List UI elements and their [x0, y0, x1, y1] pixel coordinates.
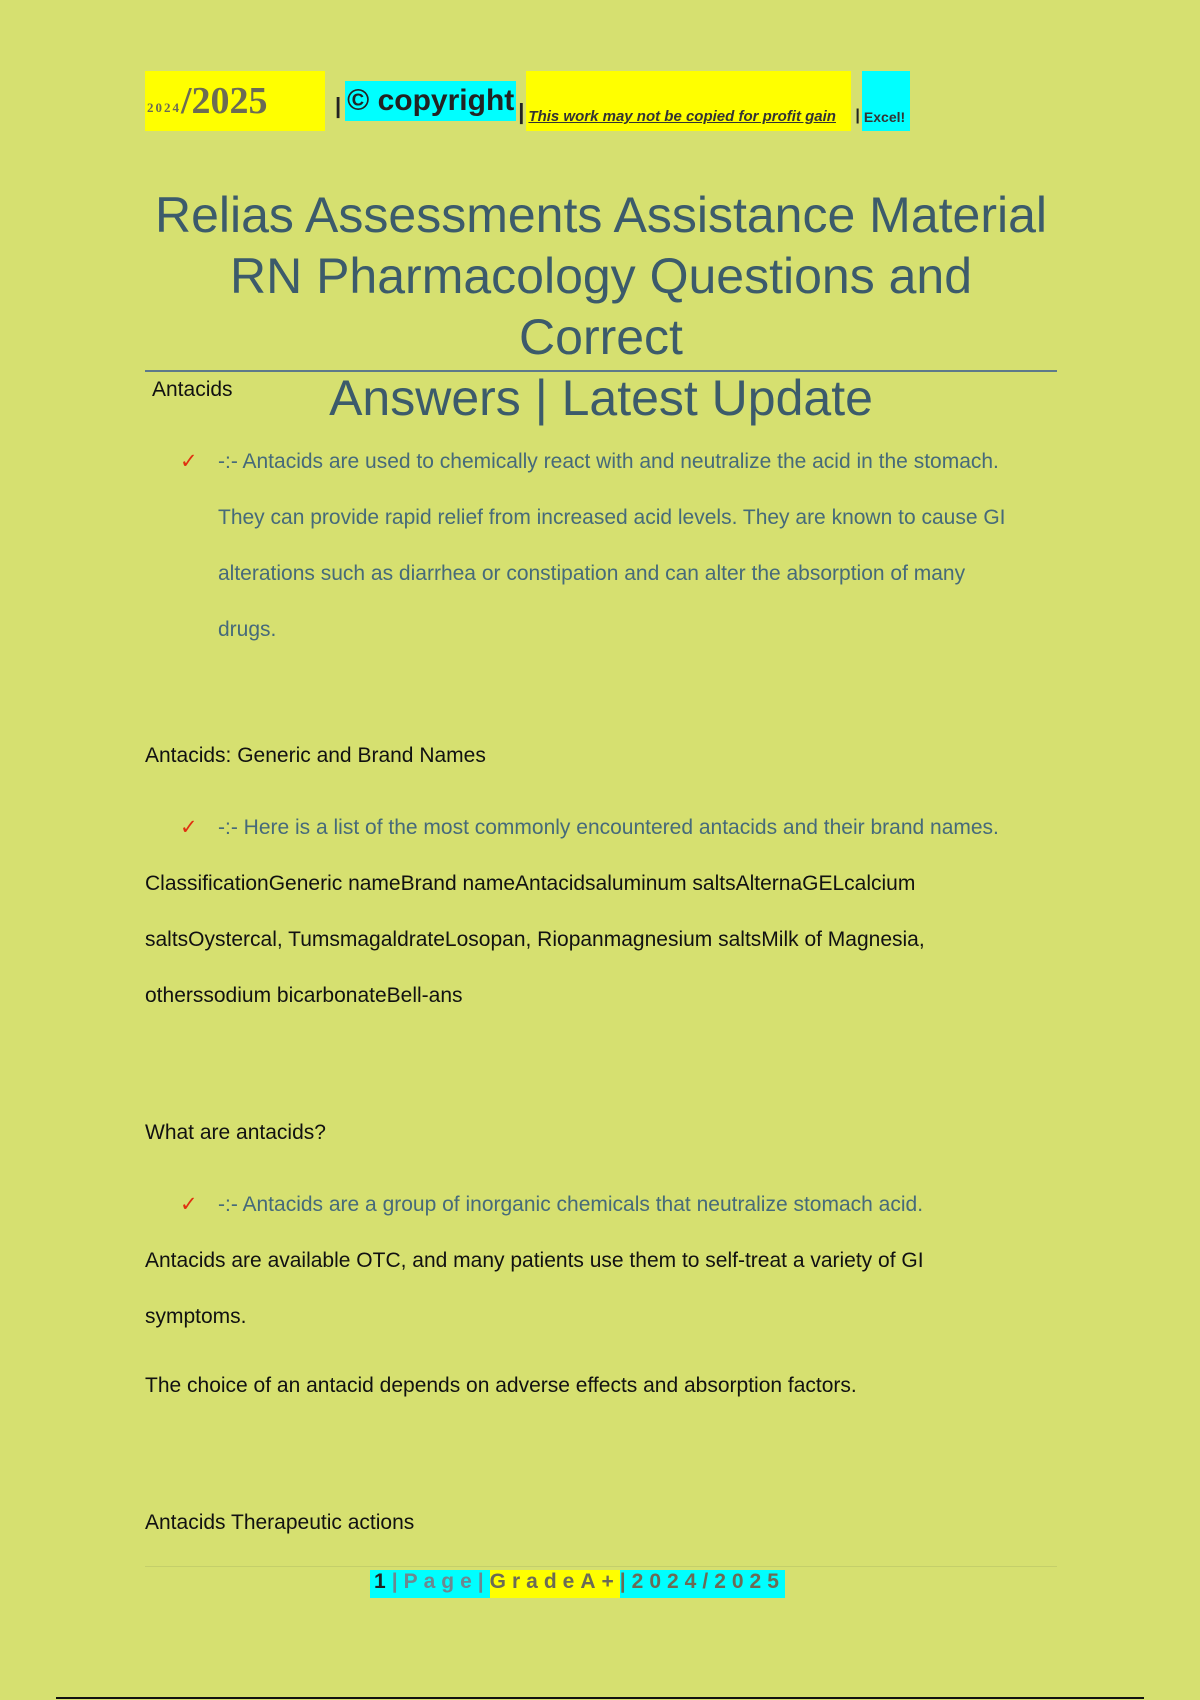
separator: | — [855, 107, 860, 124]
page-number: 1 — [370, 1570, 392, 1598]
checkmark-icon: ✓ — [180, 816, 198, 839]
title-line: Relias Assessments Assistance Material — [154, 187, 1048, 243]
separator: | — [335, 93, 342, 118]
bullet-text: They can provide rapid relief from increased acid levels. They are known to cause GI — [218, 506, 1006, 529]
section-heading: What are antacids? — [145, 1121, 326, 1144]
body-line: ClassificationGeneric nameBrand nameAntacidsaluminum saltsAlternaGELcalcium — [145, 872, 916, 895]
section-heading: Antacids: Generic and Brand Names — [145, 744, 486, 767]
bullet-text: -:- Antacids are used to chemically react with and neutralize the acid in the stomach. — [218, 450, 999, 473]
section-heading: Antacids — [152, 378, 233, 401]
checkmark-icon: ✓ — [180, 450, 198, 473]
document-header — [145, 71, 910, 131]
title-line: RN Pharmacology Questions and Correct — [229, 248, 973, 365]
footer-years: |2024/2025 — [620, 1570, 785, 1598]
body-paragraph: The choice of an antacid depends on adverse effects and absorption factors. — [145, 1374, 857, 1397]
copy-notice: This work may not be copied for profit gain — [526, 71, 851, 131]
separator: | — [518, 99, 525, 124]
checkmark-icon: ✓ — [180, 1193, 198, 1216]
body-line: saltsOystercal, TumsmagaldrateLosopan, Riopanmagnesium saltsMilk of Magnesia, — [145, 928, 925, 951]
body-line: symptoms. — [145, 1305, 247, 1328]
bullet-text: drugs. — [218, 618, 277, 641]
bullet-text: -:- Here is a list of the most commonly encountered antacids and their brand names. — [218, 816, 999, 839]
bullet-item — [180, 800, 1060, 856]
page-label: |Page| — [392, 1570, 490, 1598]
year-big: /2025 — [181, 80, 268, 122]
year-badge — [145, 71, 325, 131]
body-line: Antacids are available OTC, and many patients use them to self-treat a variety of GI — [145, 1249, 924, 1272]
body-paragraph — [145, 856, 1055, 1024]
section-heading: Antacids Therapeutic actions — [145, 1511, 415, 1534]
body-line: otherssodium bicarbonateBell-ans — [145, 984, 463, 1007]
bullet-item — [180, 1177, 1060, 1233]
bullet-text: -:- Antacids are a group of inorganic chemicals that neutralize stomach acid. — [218, 1193, 924, 1216]
grade-label: GradeA+ — [490, 1570, 620, 1598]
year-small: 2024 — [147, 100, 181, 115]
title-divider — [145, 370, 1057, 372]
body-paragraph — [145, 1233, 1055, 1345]
page-bottom-border — [56, 1697, 1144, 1699]
copyright-label: © copyright — [345, 81, 516, 121]
bullet-text: alterations such as diarrhea or constipation and can alter the absorption of many — [218, 562, 966, 585]
excel-label: Excel! — [862, 71, 910, 131]
title-line: Answers | Latest Update — [329, 370, 873, 426]
footer-divider — [145, 1566, 1057, 1567]
page-footer — [370, 1570, 785, 1598]
bullet-item — [180, 434, 1060, 658]
